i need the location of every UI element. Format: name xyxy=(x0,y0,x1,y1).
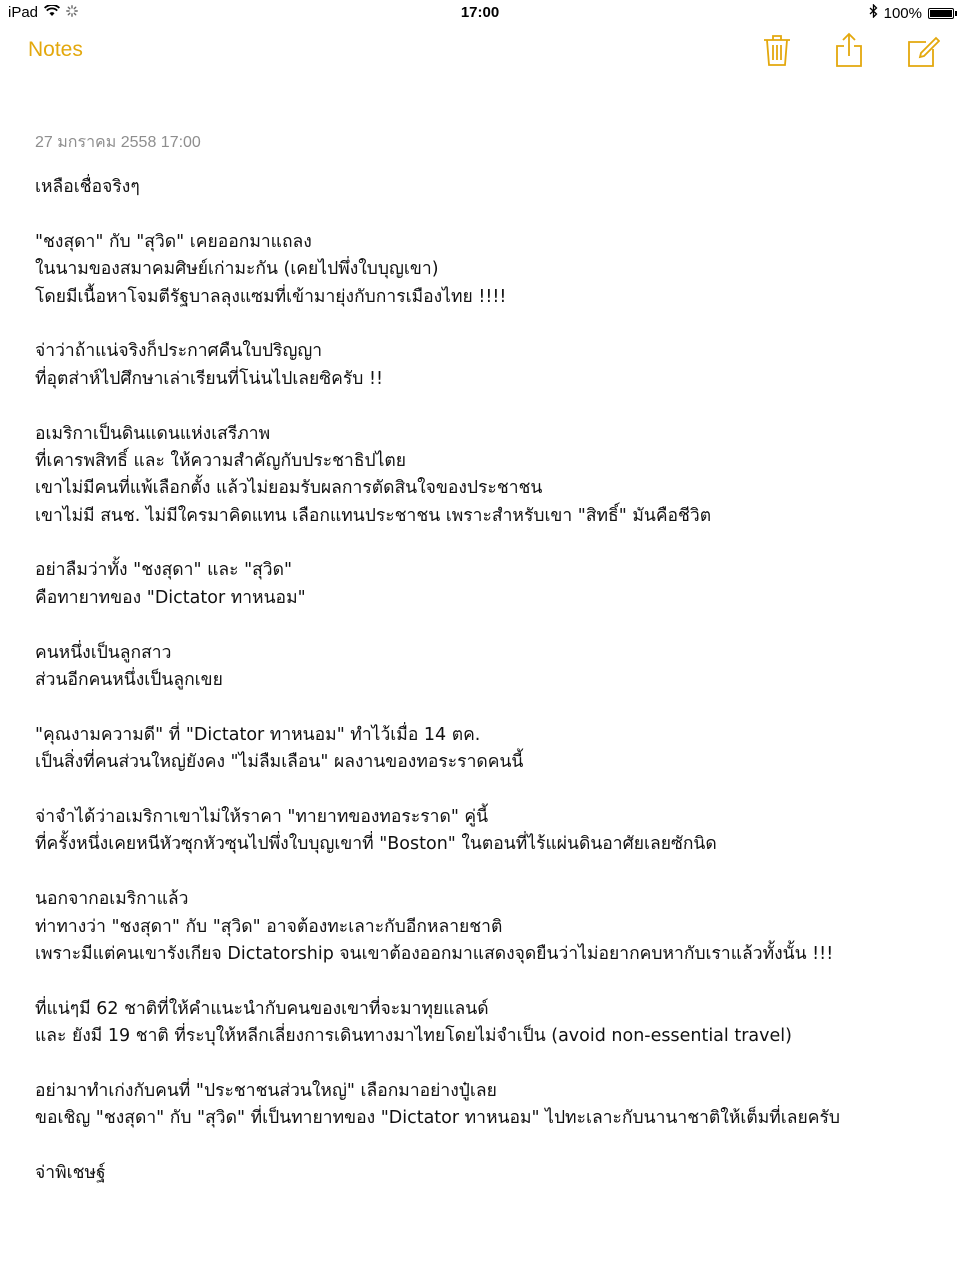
note-line: ที่ครั้งหนึ่งเคยหนีหัวซุกหัวซุนไปพึ่งใบบุญเขาที่ "Boston" ในตอนที่ไร้แผ่นดินอาศัยเลยซักนิด xyxy=(35,834,717,855)
note-line: เขาไม่มีคนที่แพ้เลือกตั้ง แล้วไม่ยอมรับผลการตัดสินใจของประชาชน xyxy=(35,478,543,499)
note-line: ขอเชิญ "ชงสุดา" กับ "สุวิด" ที่เป็นทายาทของ "Dictator ทาหนอม" ไปทะเลาะกับนานาชาติให้เต็มที่เลยครับ xyxy=(35,1108,840,1129)
note-text[interactable] xyxy=(35,174,935,1187)
status-right xyxy=(869,4,954,22)
note-line: เขาไม่มี สนช. ไม่มีใครมาคิดแทน เลือกแทนประชาชน เพราะสำหรับเขา "สิทธิ์" มันคือชีวิต xyxy=(35,505,712,526)
status-time: 17:00 xyxy=(460,4,500,21)
note-line: เป็นสิ่งที่คนส่วนใหญ่ยังคง "ไม่ลืมเลือน" ผลงานของทอระราดคนนี้ xyxy=(35,752,524,773)
note-line: คนหนึ่งเป็นลูกสาว xyxy=(35,642,172,663)
note-line: คือทายาทของ "Dictator ทาหนอม" xyxy=(35,587,306,608)
note-line: โดยมีเนื้อหาโจมตีรัฐบาลลุงแซมที่เข้ามายุ่งกับการเมืองไทย !!!! xyxy=(35,286,507,307)
status-bar xyxy=(0,0,960,26)
compose-icon[interactable] xyxy=(906,32,938,68)
note-date: 27 มกราคม 2558 17:00 xyxy=(35,134,201,151)
note-blank-line xyxy=(35,968,935,995)
note-blank-line xyxy=(35,1133,935,1160)
note-blank-line xyxy=(35,311,935,338)
note-blank-line xyxy=(35,694,935,721)
note-blank-line xyxy=(35,777,935,804)
note-line: ส่วนอีกคนหนึ่งเป็นลูกเขย xyxy=(35,670,223,691)
note-line: จ่าพิเชษฐ์ xyxy=(35,1163,106,1184)
note-line: อย่าลืมว่าทั้ง "ชงสุดา" และ "สุวิด" xyxy=(35,560,293,581)
note-blank-line xyxy=(35,859,935,886)
notes-back-button[interactable]: Notes xyxy=(28,38,83,61)
battery-icon xyxy=(928,8,954,19)
share-icon[interactable] xyxy=(833,32,865,68)
note-line: "ชงสุดา" กับ "สุวิด" เคยออกมาแถลง xyxy=(35,231,312,252)
nav-bar xyxy=(0,26,960,86)
note-line: ท่าทางว่า "ชงสุดา" กับ "สุวิด" อาจต้องทะเลาะกับอีกหลายชาติ xyxy=(35,916,503,937)
trash-icon[interactable] xyxy=(761,32,793,68)
note-line: ที่อุตส่าห์ไปศึกษาเล่าเรียนที่โน่นไปเลยซิครับ !! xyxy=(35,368,383,389)
note-line: อเมริกาเป็นดินแดนแห่งเสรีภาพ xyxy=(35,423,271,444)
note-line: จ่าว่าถ้าแน่จริงก็ประกาศคืนใบปริญญา xyxy=(35,341,323,362)
note-blank-line xyxy=(35,201,935,228)
note-line: จ่าจำได้ว่าอเมริกาเขาไม่ให้ราคา "ทายาทของทอระราด" คู่นี้ xyxy=(35,806,489,827)
bluetooth-icon xyxy=(869,4,878,22)
note-line: เพราะมีแต่คนเขารังเกียจ Dictatorship จนเขาต้องออกมาแสดงจุดยืนว่าไม่อยากคบหากับเราแล้วทั้งนั้น !!! xyxy=(35,943,834,964)
note-blank-line xyxy=(35,530,935,557)
note-line: ที่เคารพสิทธิ์ และ ให้ความสำคัญกับประชาธิปไตย xyxy=(35,450,407,471)
note-line: เหลือเชื่อจริงๆ xyxy=(35,177,140,197)
note-line: อย่ามาทำเก่งกับคนที่ "ประชาชนส่วนใหญ่" เลือกมาอย่างปู๋เลย xyxy=(35,1080,497,1101)
note-body[interactable] xyxy=(35,132,935,1187)
note-line: นอกจากอเมริกาแล้ว xyxy=(35,889,189,910)
note-line: ในนามของสมาคมศิษย์เก่ามะกัน (เคยไปพึ่งใบบุญเขา) xyxy=(35,259,439,280)
note-blank-line xyxy=(35,393,935,420)
device-label: iPad xyxy=(8,4,39,21)
note-blank-line xyxy=(35,1051,935,1078)
battery-percent: 100% xyxy=(883,4,922,22)
note-blank-line xyxy=(35,612,935,639)
note-line: "คุณงามความดี" ที่ "Dictator ทาหนอม" ทำไว้เมื่อ 14 ตค. xyxy=(35,724,481,745)
note-line: ที่แน่ๆมี 62 ชาติที่ให้คำแนะนำกับคนของเขาที่จะมาทุยแลนด์ xyxy=(35,998,489,1019)
note-line: และ ยังมี 19 ชาติ ที่ระบุให้หลีกเลี่ยงการเดินทางมาไทยโดยไม่จำเป็น (avoid non-essential travel) xyxy=(35,1026,792,1047)
battery-level xyxy=(930,10,952,17)
